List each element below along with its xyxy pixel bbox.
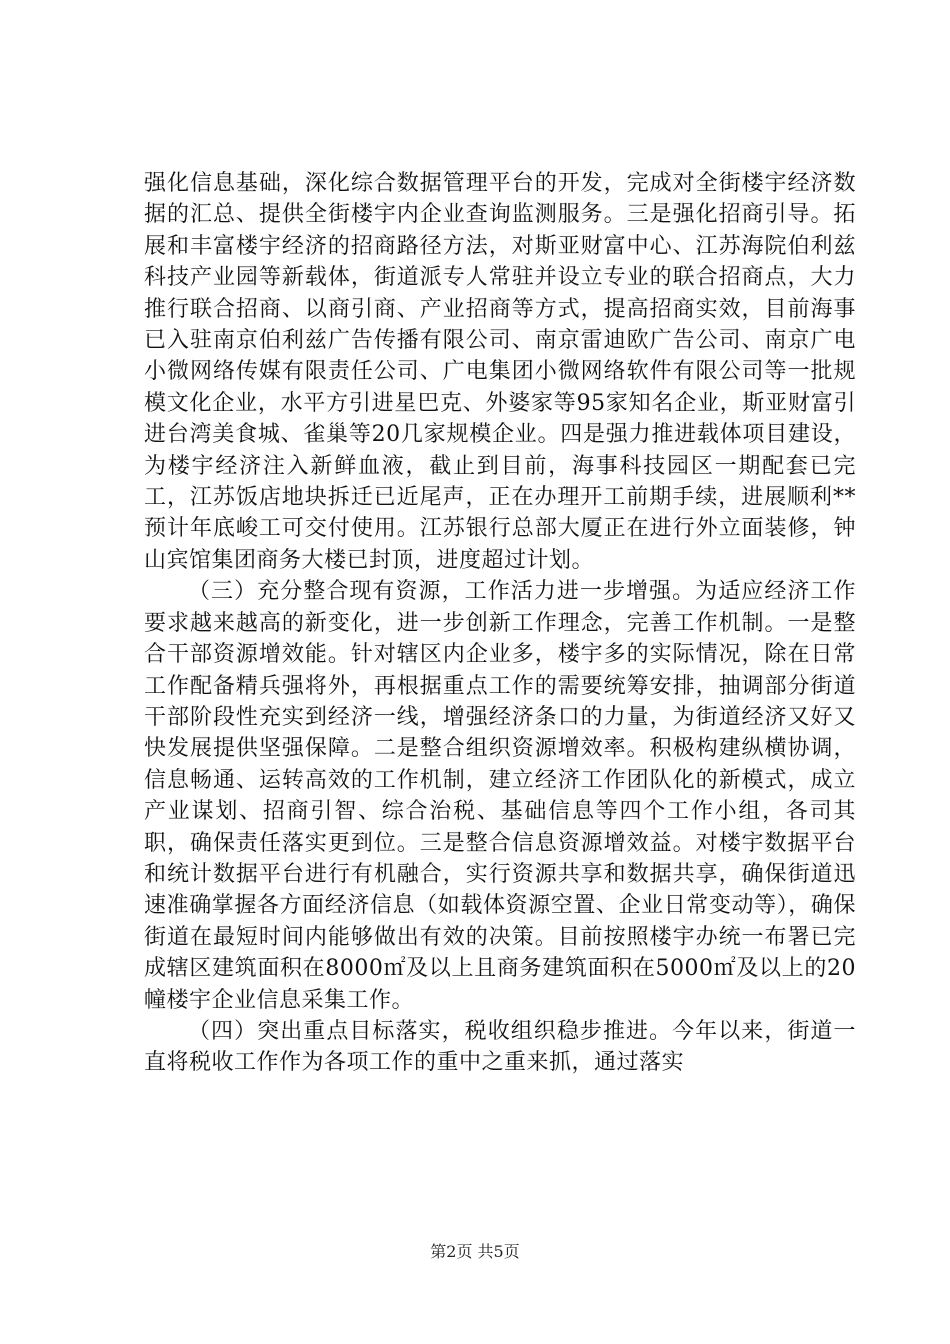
page-footer: [0, 1242, 950, 1262]
paragraph-2: （三）充分整合现有资源，工作活力进一步增强。为适应经济工作要求越来越高的新变化，进一步创新工作理念，完善工作机制。一是整合干部资源增效能。针对辖区内企业多，楼宇多的实际情况，除在日常工作配备精兵强将外，再根据重点工作的需要统筹安排，抽调部分街道干部阶段性充实到经济一线，增强经济条口的力量，为街道经济又好又快发展提供坚强保障。二是整合组织资源增效率。积极构建纵横协调，信息畅通、运转高效的工作机制，建立经济工作团队化的新模式，成立产业谋划、招商引智、综合治税、基础信息等四个工作小组，各司其职，确保责任落实更到位。三是整合信息资源增效益。对楼宇数据平台和统计数据平台进行有机融合，实行资源共享和数据共享，确保街道迅速准确掌握各方面经济信息（如载体资源空置、企业日常变动等），确保街道在最短时间内能够做出有效的决策。目前按照楼宇办统一布署已完成辖区建筑面积在8000㎡及以上且商务建筑面积在5000㎡及以上的20幢楼宇企业信息采集工作。: [144, 579, 856, 1013]
document-body: [144, 168, 856, 1079]
paragraph-1: 强化信息基础，深化综合数据管理平台的开发，完成对全街楼宇经济数据的汇总、提供全街楼宇内企业查询监测服务。三是强化招商引导。拓展和丰富楼宇经济的招商路径方法，对斯亚财富中心、江苏海院伯利兹科技产业园等新载体，街道派专人常驻并设立专业的联合招商点，大力推行联合招商、以商引商、产业招商等方式，提高招商实效，目前海事已入驻南京伯利兹广告传播有限公司、南京雷迪欧广告公司、南京广电小微网络传媒有限责任公司、广电集团小微网络软件有限公司等一批规模文化企业，水平方引进星巴克、外婆家等95家知名企业，斯亚财富引进台湾美食城、雀巢等20几家规模企业。四是强力推进载体项目建设，为楼宇经济注入新鲜血液，截止到目前，海事科技园区一期配套已完工，江苏饭店地块拆迁已近尾声，正在办理开工前期手续，进展顺利**预计年底峻工可交付使用。江苏银行总部大厦正在进行外立面装修，钟山宾馆集团商务大楼已封顶，进度超过计划。: [144, 171, 856, 573]
page-number-label: 第2页 共5页: [430, 1242, 520, 1261]
paragraph-3: （四）突出重点目标落实，税收组织稳步推进。今年以来，街道一直将税收工作作为各项工作的重中之重来抓，通过落实: [144, 1018, 856, 1076]
